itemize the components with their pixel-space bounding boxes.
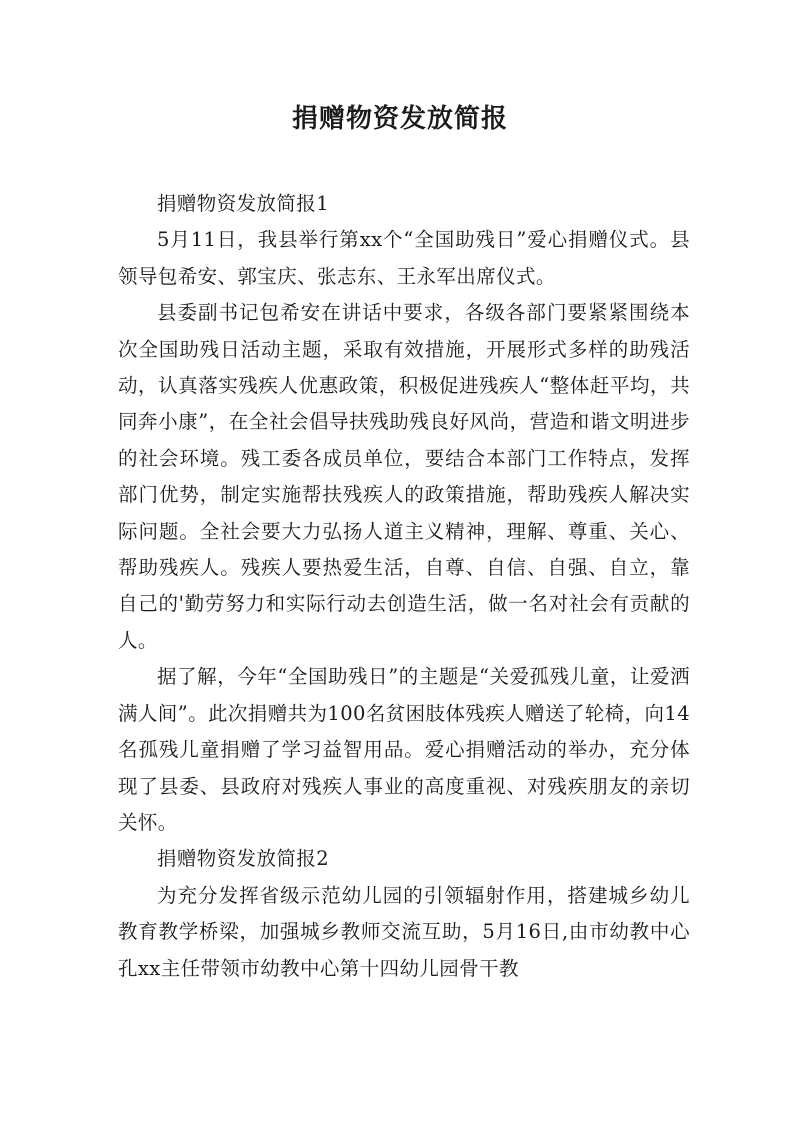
document-title: 捐赠物资发放简报 [291, 104, 508, 134]
section-heading-2: 捐赠物资发放简报2 [157, 847, 330, 871]
paragraph-kindergarten: 为充分发挥省级示范幼儿园的引领辐射作用，搭建城乡幼儿教育教学桥梁，加强城乡教师交流互助，5月16日,由市幼教中心孔xx主任带领市幼教中心第十四幼儿园骨干教 [118, 883, 690, 980]
section-heading-1: 捐赠物资发放简报1 [157, 192, 330, 215]
paragraph-speech: 县委副书记包希安在讲话中要求，各级各部门要紧紧围绕本次全国助残日活动主题，采取有效措施，开展形式多样的助残活动，认真落实残疾人优惠政策，积极促进残疾人“整体赶平均，共同奔小康”，在全社会倡导扶残助残良好风尚，营造和谐文明进步的社会环境。残工委各成员单位，要结合本部门工作特点，发挥部门优势，制定实施帮扶残疾人的政策措施，帮助残疾人解决实际问题。全社会要大力弘扬人道主义精神，理解、尊重、关心、帮助残疾人。残疾人要热爱生活，自尊、自信、自强、自立，靠自己的'勤劳努力和实际行动去创造生活，做一名对社会有贡献的人。 [118, 301, 690, 652]
paragraph-theme: 据了解，今年“全国助残日”的主题是“关爱孤残儿童，让爱洒满人间”。此次捐赠共为100名贫困肢体残疾人赠送了轮椅，向14名孤残儿童捐赠了学习益智用品。爱心捐赠活动的举办，充分体现了县委、县政府对残疾人事业的高度重视、对残疾朋友的亲切关怀。 [118, 665, 690, 834]
document-body [118, 186, 690, 987]
paragraph-ceremony: 5月11日，我县举行第xx个“全国助残日”爱心捐赠仪式。县领导包希安、郭宝庆、张志东、王永军出席仪式。 [118, 228, 690, 288]
